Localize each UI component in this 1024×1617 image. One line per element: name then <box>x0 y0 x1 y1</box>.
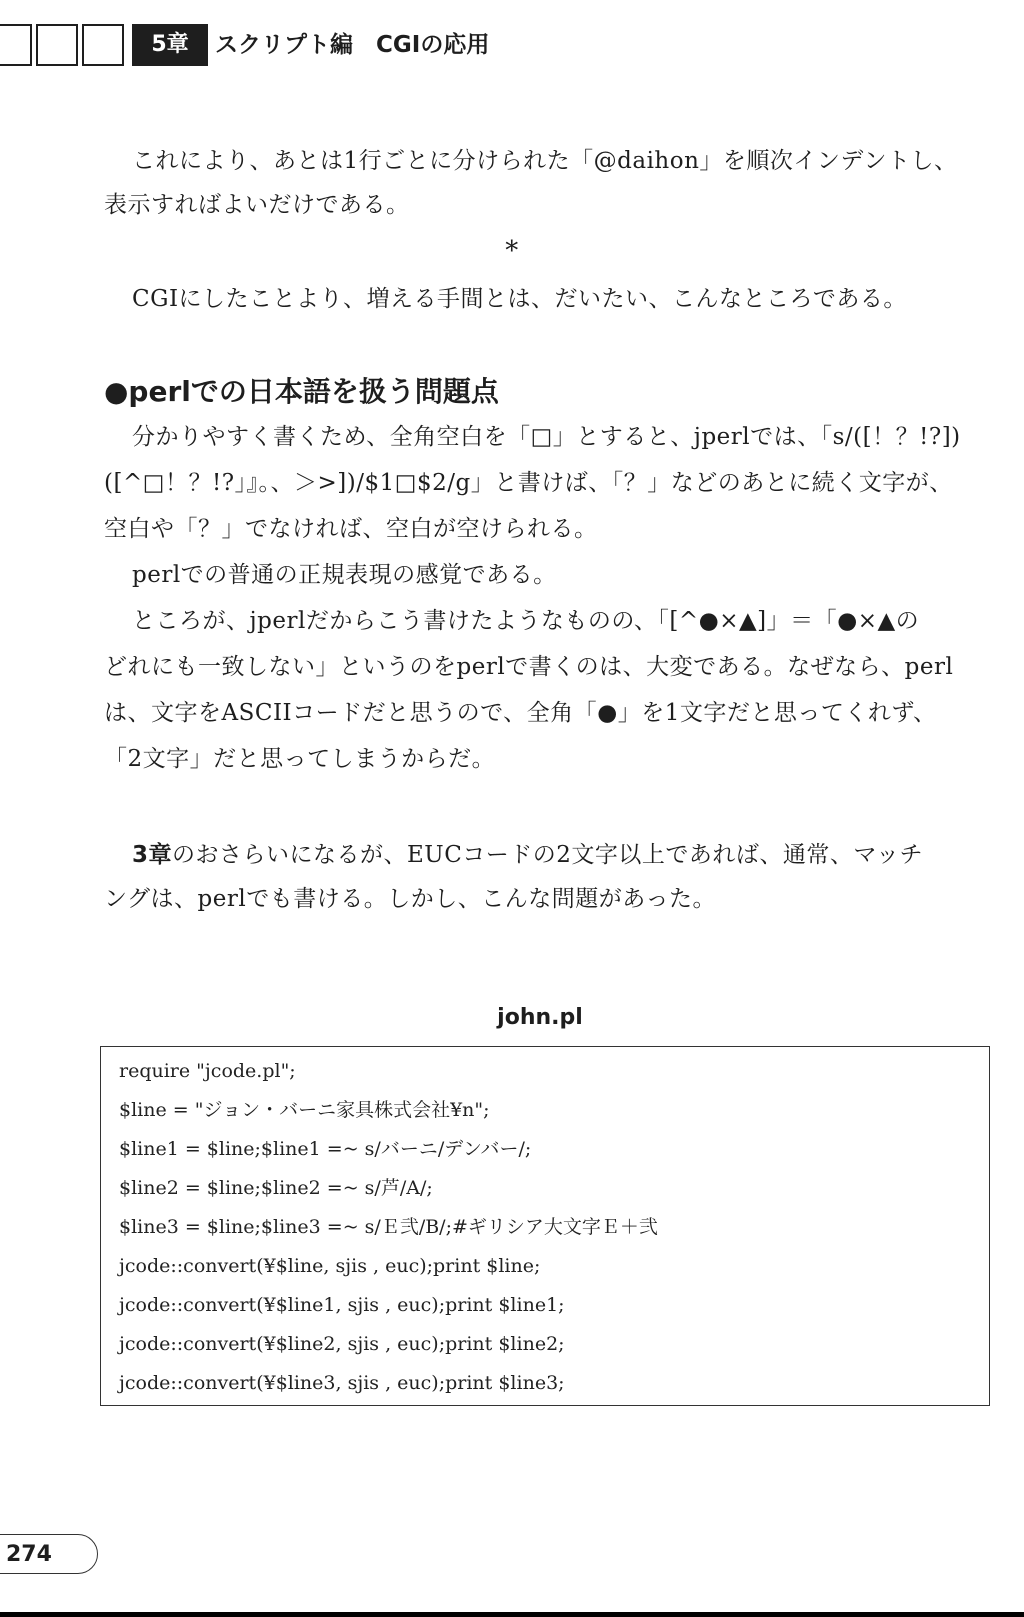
code-line: $line = "ジョン・バーニ家具株式会社¥n"; <box>119 1099 490 1121</box>
code-line: require "jcode.pl"; <box>119 1060 296 1082</box>
paragraph-line: 空白や「？」でなければ、空白が空けられる。 <box>104 516 598 542</box>
code-line: jcode::convert(¥$line, sjis , euc);print $line; <box>119 1255 541 1277</box>
code-line: $line1 = $line;$line1 =~ s/バーニ/デンバー/; <box>119 1138 532 1160</box>
header-box <box>0 24 32 66</box>
paragraph-line: 分かりやすく書くため、全角空白を「□」とすると、jperlでは、「s/([！？!?]) <box>132 424 961 450</box>
paragraph-line: ([^□！？!?」』。、＞>])/$1□$2/g」と書けば、「？」などのあとに続く文字が、 <box>104 470 953 496</box>
code-line: jcode::convert(¥$line2, sjis , euc);print $line2; <box>119 1333 565 1355</box>
paragraph-line: これにより、あとは1行ごとに分けられた「@daihon」を順次インデントし、 <box>132 148 958 174</box>
bottom-rule <box>0 1612 1024 1617</box>
paragraph-line: perlでの普通の正規表現の感覚である。 <box>132 562 557 588</box>
section-heading: ●perlでの日本語を扱う問題点 <box>104 375 499 408</box>
paragraph-line: どれにも一致しない」というのをperlで書くのは、大変である。なぜなら、perl <box>104 654 954 680</box>
page-number: 274 <box>6 1542 52 1567</box>
paragraph-line: ングは、perlでも書ける。しかし、こんな問題があった。 <box>104 886 716 912</box>
header-box <box>36 24 78 66</box>
code-line: jcode::convert(¥$line3, sjis , euc);print $line3; <box>119 1372 565 1394</box>
running-header <box>0 18 1024 60</box>
paragraph-line: ところが、jperlだからこう書けたようなものの、「[^●×▲]」＝「●×▲の <box>132 608 920 634</box>
header-box <box>82 24 124 66</box>
chapter-reference: 3章 <box>132 842 173 868</box>
header-title: スクリプト編 CGIの応用 <box>215 32 490 58</box>
section-separator: * <box>505 236 519 266</box>
paragraph-line <box>132 840 989 870</box>
code-line: $line2 = $line;$line2 =~ s/芦/A/; <box>119 1177 433 1199</box>
chapter-badge: 5章 <box>132 24 208 66</box>
code-line: jcode::convert(¥$line1, sjis , euc);print $line1; <box>119 1294 565 1316</box>
paragraph-line: 表示すればよいだけである。 <box>104 192 410 218</box>
paragraph-line: CGIにしたことより、増える手間とは、だいたい、こんなところである。 <box>132 286 907 312</box>
code-caption: john.pl <box>497 1005 583 1030</box>
code-line: $line3 = $line;$line3 =~ s/Ｅ弐/B/;#ギリシア大文字Ｅ＋弐 <box>119 1216 658 1238</box>
paragraph-line: 「2文字」だと思ってしまうからだ。 <box>104 746 496 772</box>
paragraph-line: は、文字をASCIIコードだと思うので、全角「●」を1文字だと思ってくれず、 <box>104 700 937 726</box>
paragraph-text: のおさらいになるが、EUCコードの2文字以上であれば、通常、マッチ <box>172 842 924 868</box>
code-listing <box>100 1046 990 1406</box>
